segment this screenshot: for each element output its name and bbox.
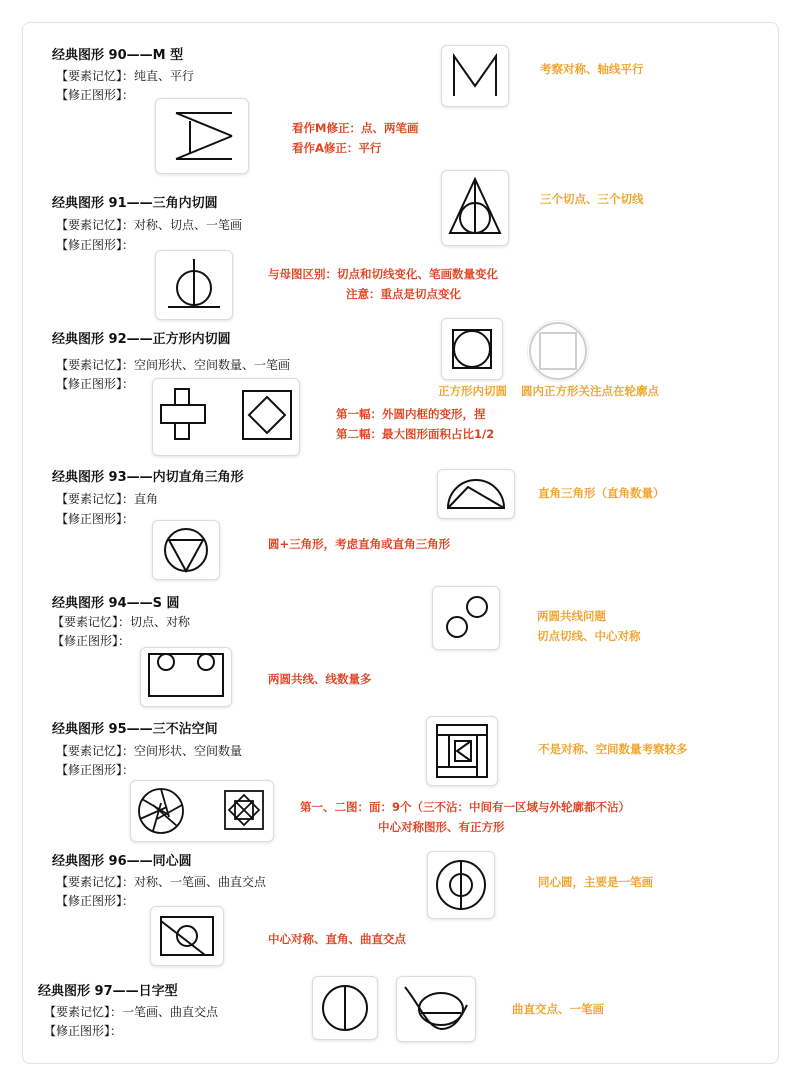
m-shape-figure (441, 45, 509, 107)
fix-line: 【修正图形】： (56, 763, 135, 777)
memory-line: 【要素记忆】：纯直、平行 (56, 69, 195, 83)
fix-line: 【修正图形】： (56, 238, 135, 252)
section-title: 经典图形 91——三角内切圆 (52, 196, 218, 211)
memory-line: 【要素记忆】：空间形状、空间数量、一笔画 (56, 358, 291, 372)
section-title: 经典图形 92——正方形内切圆 (52, 332, 231, 347)
orange-note: 同心圆，主要是一笔画 (538, 875, 653, 889)
memory-line: 【要素记忆】：切点、对称 (52, 615, 191, 629)
memory-line: 【要素记忆】：对称、切点、一笔画 (56, 218, 243, 232)
red-note: 第一、二图：面：9个（三不沾：中间有一区域与外轮廓都不沾） (300, 800, 630, 814)
circle-inscribed-triangle-figure (152, 520, 220, 580)
orange-note: 圆内正方形关注点在轮廓点 (521, 384, 659, 398)
red-note: 第一幅：外圆内框的变形，捏 (336, 407, 486, 421)
three-untouched-space-figure (426, 716, 498, 786)
fix-line: 【修正图形】： (52, 634, 131, 648)
circle-diameter-figure (312, 976, 378, 1040)
fix-line: 【修正图形】： (56, 377, 135, 391)
ellipse-curve-figure (396, 976, 476, 1042)
section-title: 经典图形 97——日字型 (38, 984, 178, 999)
orange-note: 不是对称、空间数量考察较多 (538, 742, 688, 756)
rect-circle-diagonal-figure (150, 906, 224, 966)
memory-line: 【要素记忆】：对称、一笔画、曲直交点 (56, 875, 267, 889)
circle-tangent-figure (155, 250, 233, 320)
red-note: 两圆共线、线数量多 (268, 672, 372, 686)
fix-line: 【修正图形】： (56, 512, 135, 526)
section-title: 经典图形 93——内切直角三角形 (52, 470, 244, 485)
red-note: 看作A修正：平行 (292, 141, 382, 155)
concentric-circles-figure (427, 851, 495, 919)
orange-note: 曲直交点、一笔画 (512, 1002, 604, 1016)
orange-note: 两圆共线问题 (537, 609, 606, 623)
red-note: 中心对称、直角、曲直交点 (268, 932, 406, 946)
memory-line: 【要素记忆】：空间形状、空间数量 (56, 744, 243, 758)
triangle-incircle-figure (441, 170, 509, 246)
section-title: 经典图形 96——同心圆 (52, 854, 192, 869)
memory-line: 【要素记忆】：直角 (56, 492, 159, 506)
red-note: 中心对称图形、有正方形 (378, 820, 505, 834)
semicircle-triangle-figure (437, 469, 515, 519)
orange-note: 切点切线、中心对称 (537, 629, 641, 643)
square-incircle-figure (441, 318, 503, 380)
cross-and-diamond-figures (152, 378, 300, 456)
red-note: 看作M修正：点、两笔画 (292, 121, 419, 135)
aperture-and-nested-squares-figures (130, 780, 274, 842)
memory-line: 【要素记忆】：一笔画、曲直交点 (44, 1005, 219, 1019)
fix-line: 【修正图形】： (44, 1024, 123, 1038)
s-circles-figure (432, 586, 500, 650)
circle-square-figure (527, 320, 589, 382)
section-title: 经典图形 95——三不沾空间 (52, 722, 218, 737)
orange-note: 直角三角形（直角数量） (538, 486, 665, 500)
orange-note: 考察对称、轴线平行 (540, 62, 644, 76)
red-note: 圆+三角形，考虑直角或直角三角形 (268, 537, 451, 551)
red-note: 注意：重点是切点变化 (346, 287, 461, 301)
red-note: 第二幅：最大图形面积占比1/2 (336, 427, 495, 441)
orange-note: 三个切点、三个切线 (540, 192, 644, 206)
m-variant-figure (155, 98, 249, 174)
fix-line: 【修正图形】： (56, 894, 135, 908)
fix-line: 【修正图形】： (56, 88, 135, 102)
section-title: 经典图形 90——M 型 (52, 48, 184, 63)
orange-note: 正方形内切圆 (438, 384, 507, 398)
rect-two-circles-figure (140, 647, 232, 707)
red-note: 与母图区别：切点和切线变化、笔画数量变化 (268, 267, 498, 281)
section-title: 经典图形 94——S 圆 (52, 596, 180, 611)
